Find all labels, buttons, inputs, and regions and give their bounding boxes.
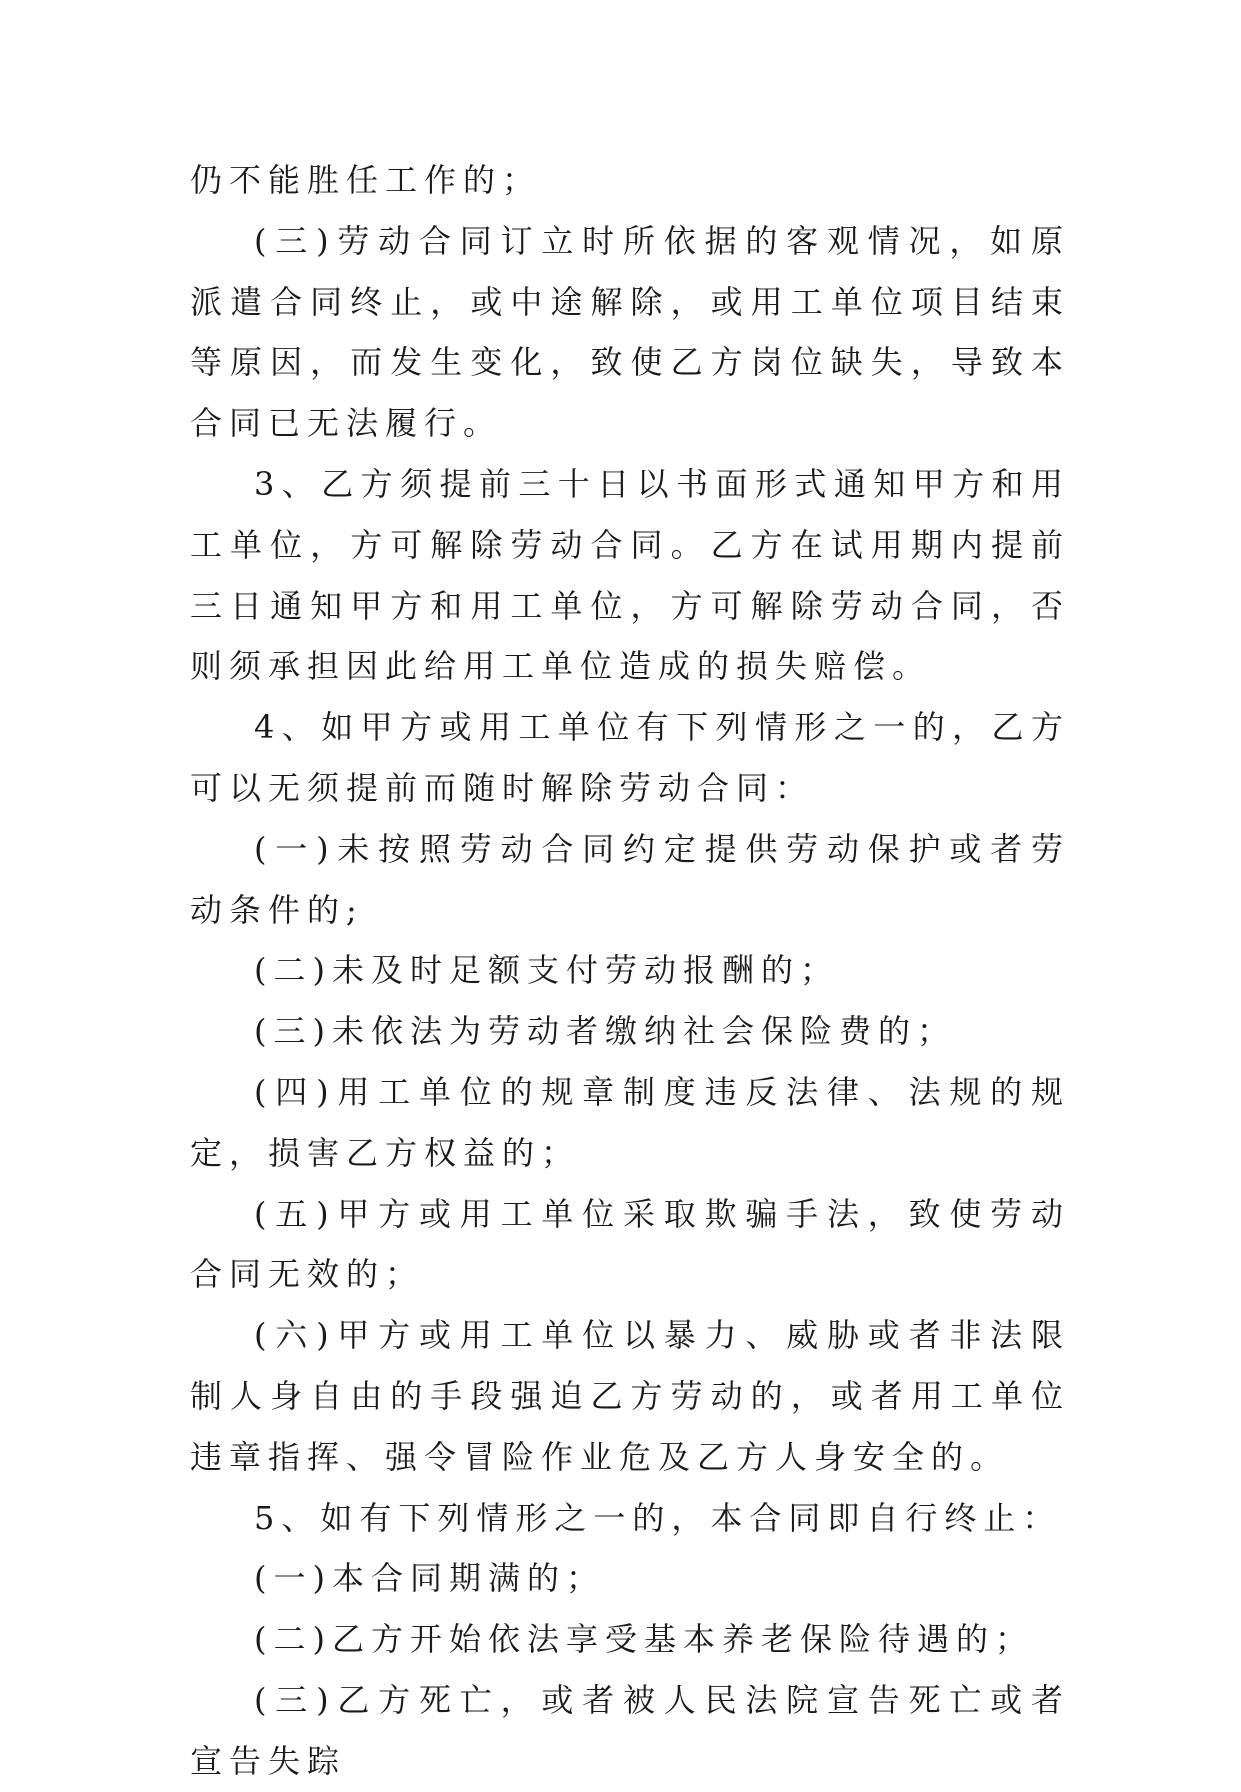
paragraph-clause-4-3: (三)未依法为劳动者缴纳社会保险费的； — [254, 1012, 956, 1051]
paragraph-clause-4-6: (六)甲方或用工单位以暴力、威胁或者非法限制人身自由的手段强迫乙方劳动的，或者用工单位违章指挥、强令冒险作业危及乙方人身安全的。 — [190, 1316, 1070, 1476]
paragraph-clause-5-2: (二)乙方开始依法享受基本养老保险待遇的； — [254, 1620, 1034, 1659]
paragraph-clause-5-1: (一)本合同期满的； — [254, 1559, 605, 1598]
document-page — [190, 150, 1070, 1792]
paragraph-clause-5-3: (三)乙方死亡，或者被人民法院宣告死亡或者宣告失踪 — [190, 1680, 1070, 1780]
paragraph-clause-4-1: (一)未按照劳动合同约定提供劳动保护或者劳动条件的; — [190, 829, 1070, 929]
paragraph-clause-4-4: (四)用工单位的规章制度违反法律、法规的规定，损害乙方权益的； — [190, 1072, 1070, 1172]
paragraph-continuation: 仍不能胜任工作的； — [190, 161, 542, 199]
paragraph-clause-4-2: (二)未及时足额支付劳动报酬的； — [254, 951, 839, 990]
paragraph-clause-3: 3、乙方须提前三十日以书面形式通知甲方和用工单位，方可解除劳动合同。乙方在试用期内提前三日通知甲方和用工单位，方可解除劳动合同，否则须承担因此给用工单位造成的损失赔偿。 — [190, 464, 1070, 686]
paragraph-clause-4-5: (五)甲方或用工单位采取欺骗手法，致使劳动合同无效的； — [190, 1194, 1070, 1294]
paragraph-clause-4: 4、如甲方或用工单位有下列情形之一的，乙方可以无须提前而随时解除劳动合同： — [190, 708, 1070, 807]
paragraph-clause-2-3: (三)劳动合同订立时所依据的客观情况，如原派遣合同终止，或中途解除，或用工单位项目结束等原因，而发生变化，致使乙方岗位缺失，导致本合同已无法履行。 — [190, 221, 1070, 443]
paragraph-clause-5: 5、如有下列情形之一的，本合同即自行终止： — [254, 1498, 1062, 1537]
